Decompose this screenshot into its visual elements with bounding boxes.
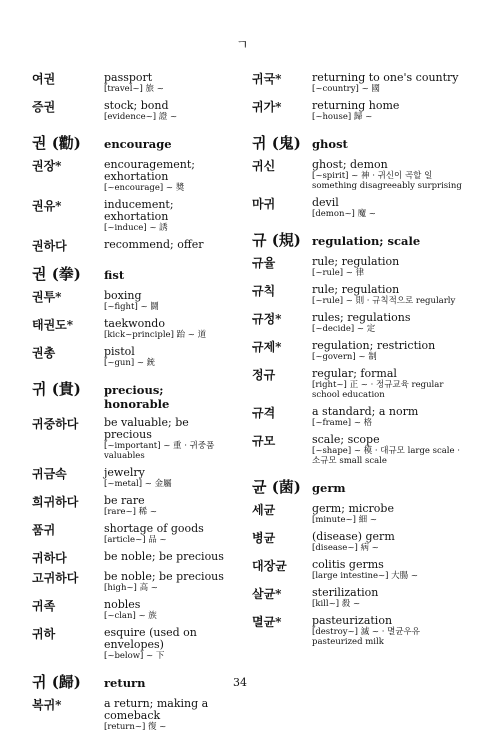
dictionary-entry (252, 503, 464, 525)
entry-definition: recommend; offer (104, 238, 204, 251)
entry-definition: rule; regulation (312, 255, 400, 268)
entry-definition-block (104, 495, 232, 517)
entry-definition: rules; regulations (312, 311, 411, 324)
dictionary-entry (252, 368, 464, 400)
entry-definition-block (104, 199, 232, 233)
heading-meaning: return (104, 676, 146, 690)
entry-definition-block (104, 627, 232, 661)
entry-etymology: [~spirit] ~ 神 · 귀신이 곡할 일 something disagreeably surprising (312, 171, 462, 191)
entry-etymology: [kill~] 殺 ~ (312, 599, 361, 609)
entry-definition: germ; microbe (312, 502, 394, 515)
entry-definition-block (312, 284, 464, 306)
dictionary-entry (32, 467, 232, 489)
entry-definition-block (312, 503, 464, 525)
heading-word: 균 (菌) (252, 478, 301, 496)
entry-etymology: [~rule] ~ 則 · 규칙적으로 regularly (312, 296, 456, 306)
dictionary-entry (32, 417, 232, 461)
entry-definition-block (104, 72, 232, 94)
entry-definition: a return; making a comeback (104, 697, 209, 722)
entry-definition: nobles (104, 598, 141, 611)
entry-definition-block (312, 615, 464, 647)
entry-definition-block (104, 698, 232, 732)
entry-definition-block (104, 417, 232, 461)
entry-word: 규격 (252, 406, 276, 420)
entry-definition-block (104, 290, 232, 312)
entry-definition: ghost; demon (312, 158, 388, 171)
dictionary-entry (32, 571, 232, 593)
entry-word: 정규 (252, 368, 276, 382)
entry-etymology: [disease~] 病 ~ (312, 543, 379, 553)
dictionary-entry (32, 698, 232, 732)
section-heading (252, 132, 464, 153)
heading-word: 귀 (貴) (32, 380, 81, 398)
entry-word: 권투* (32, 290, 62, 304)
entry-definition-block (312, 72, 464, 94)
entry-definition: pistol (104, 345, 135, 358)
dictionary-entry (252, 284, 464, 306)
entry-word: 증권 (32, 100, 56, 114)
entry-definition: returning home (312, 99, 400, 112)
dictionary-entry (252, 406, 464, 428)
entry-word: 규제* (252, 340, 282, 354)
entry-word: 고귀하다 (32, 571, 79, 585)
entry-etymology: [~metal] ~ 金屬 (104, 479, 172, 489)
entry-etymology: [~house] 歸 ~ (312, 112, 373, 122)
entry-etymology: [~important] ~ 重 · 귀중품 valuables (104, 441, 215, 461)
entry-definition-block (312, 100, 464, 122)
section-heading (32, 132, 232, 153)
entry-definition: stock; bond (104, 99, 169, 112)
section-heading (32, 263, 232, 284)
entry-definition: be noble; be precious (104, 550, 224, 563)
entry-word: 품귀 (32, 523, 56, 537)
entry-definition-block (104, 571, 232, 593)
entry-word: 귀국* (252, 72, 282, 86)
entry-word: 세균 (252, 503, 276, 517)
entry-definition-block (104, 159, 232, 193)
section-heading (252, 476, 464, 497)
entry-etymology: [~govern] ~ 制 (312, 352, 377, 362)
dictionary-entry (252, 531, 464, 553)
entry-etymology: [~country] ~ 國 (312, 84, 380, 94)
entry-word: 귀금속 (32, 467, 67, 481)
entry-definition: pasteurization (312, 614, 393, 627)
dictionary-entry (32, 318, 232, 340)
entry-word: 권장* (32, 159, 62, 173)
dictionary-entry (32, 346, 232, 368)
dictionary-entry (252, 615, 464, 647)
heading-meaning: ghost (312, 137, 348, 151)
entry-word: 귀하 (32, 627, 56, 641)
dictionary-entry (32, 290, 232, 312)
heading-meaning: encourage (104, 137, 172, 151)
dictionary-entry (32, 72, 232, 94)
dictionary-entry (252, 559, 464, 581)
heading-word: 권 (勸) (32, 134, 81, 152)
entry-definition: devil (312, 196, 339, 209)
entry-definition-block (312, 368, 464, 400)
entry-etymology: [~shape] ~ 模 · 대규모 large scale · 소규모 small scale (312, 446, 460, 466)
entry-word: 권총 (32, 346, 56, 360)
entry-definition-block (104, 599, 232, 621)
entry-definition-block (312, 587, 464, 609)
entry-definition-block (312, 531, 464, 553)
entry-definition-block (104, 100, 232, 122)
entry-definition: taekwondo (104, 317, 165, 330)
entry-word: 살균* (252, 587, 282, 601)
entry-definition: be valuable; be precious (104, 416, 189, 441)
entry-definition-block (312, 159, 464, 191)
entry-definition-block (104, 523, 232, 545)
entry-definition: regular; formal (312, 367, 397, 380)
entry-definition: a standard; a norm (312, 405, 419, 418)
dictionary-entry (252, 434, 464, 466)
entry-definition-block (104, 467, 232, 489)
entry-definition-block (312, 406, 464, 428)
dictionary-entry (32, 100, 232, 122)
entry-etymology: [demon~] 魔 ~ (312, 209, 376, 219)
dictionary-entry (32, 599, 232, 621)
entry-definition: returning to one's country (312, 71, 459, 84)
entry-word: 태권도* (32, 318, 74, 332)
entry-etymology: [rare~] 稀 ~ (104, 507, 158, 517)
dictionary-entry (32, 627, 232, 661)
entry-definition-block (312, 340, 464, 362)
section-heading (252, 229, 464, 250)
heading-meaning: fist (104, 268, 125, 282)
entry-definition: scale; scope (312, 433, 380, 446)
entry-etymology: [evidence~] 證 ~ (104, 112, 178, 122)
entry-etymology: [~fight] ~ 鬪 (104, 302, 159, 312)
entry-definition: shortage of goods (104, 522, 204, 535)
entry-definition: encouragement; exhortation (104, 158, 195, 183)
page-number: 34 (233, 676, 247, 689)
dictionary-entry (252, 159, 464, 191)
entry-etymology: [~rule] ~ 律 (312, 268, 365, 278)
entry-definition: sterilization (312, 586, 379, 599)
entry-word: 귀족 (32, 599, 56, 613)
section-letter: ㄱ (236, 38, 249, 53)
entry-word: 규모 (252, 434, 276, 448)
entry-word: 대장균 (252, 559, 287, 573)
entry-definition-block (312, 312, 464, 334)
entry-definition: boxing (104, 289, 142, 302)
entry-definition: regulation; restriction (312, 339, 436, 352)
entry-word: 권하다 (32, 239, 67, 253)
dictionary-entry (252, 587, 464, 609)
entry-definition: inducement; exhortation (104, 198, 174, 223)
entry-etymology: [~below] ~ 下 (104, 651, 165, 661)
left-column (32, 72, 232, 738)
entry-definition-block (104, 346, 232, 368)
entry-etymology: [article~] 品 ~ (104, 535, 167, 545)
entry-etymology: [minute~] 細 ~ (312, 515, 377, 525)
entry-etymology: [large intestine~] 大腸 ~ (312, 571, 418, 581)
dictionary-entry (32, 495, 232, 517)
dictionary-entry (252, 340, 464, 362)
entry-word: 귀가* (252, 100, 282, 114)
entry-etymology: [kick~principle] 跆 ~ 道 (104, 330, 207, 340)
entry-word: 규정* (252, 312, 282, 326)
entry-word: 귀신 (252, 159, 276, 173)
entry-definition: (disease) germ (312, 530, 395, 543)
entry-etymology: [travel~] 旅 ~ (104, 84, 164, 94)
entry-word: 규칙 (252, 284, 276, 298)
section-heading (32, 378, 232, 411)
entry-etymology: [~clan] ~ 族 (104, 611, 157, 621)
dictionary-entry (32, 199, 232, 233)
entry-etymology: [right~] 正 ~ · 정규교육 regular school education (312, 380, 444, 400)
entry-etymology: [~frame] ~ 格 (312, 418, 373, 428)
entry-definition: colitis germs (312, 558, 384, 571)
entry-word: 규율 (252, 256, 276, 270)
heading-meaning: regulation; scale (312, 234, 421, 248)
entry-word: 마귀 (252, 197, 276, 211)
entry-word: 복귀* (32, 698, 62, 712)
dictionary-entry (252, 197, 464, 219)
entry-definition-block (312, 197, 464, 219)
entry-etymology: [return~] 復 ~ (104, 722, 167, 732)
entry-definition-block (104, 551, 232, 563)
entry-definition: be noble; be precious (104, 570, 224, 583)
entry-etymology: [high~] 高 ~ (104, 583, 158, 593)
dictionary-entry (252, 100, 464, 122)
entry-word: 멸균* (252, 615, 282, 629)
entry-definition: be rare (104, 494, 145, 507)
entry-definition: jewelry (104, 466, 145, 479)
dictionary-entry (32, 523, 232, 545)
dictionary-entry (32, 159, 232, 193)
entry-definition-block (104, 318, 232, 340)
entry-etymology: [destroy~] 滅 ~ · 멸균우유 pasteurized milk (312, 627, 420, 647)
heading-word: 귀 (鬼) (252, 134, 301, 152)
heading-word: 귀 (歸) (32, 673, 81, 691)
entry-definition-block (312, 559, 464, 581)
dictionary-entry (252, 312, 464, 334)
entry-definition: esquire (used on envelopes) (104, 626, 197, 651)
entry-etymology: [~decide] ~ 定 (312, 324, 376, 334)
entry-word: 병균 (252, 531, 276, 545)
entry-definition-block (312, 434, 464, 466)
entry-word: 권유* (32, 199, 62, 213)
dictionary-entry (32, 551, 232, 565)
heading-word: 권 (拳) (32, 265, 81, 283)
entry-etymology: [~induce] ~ 誘 (104, 223, 168, 233)
entry-definition: rule; regulation (312, 283, 400, 296)
entry-etymology: [~encourage] ~ 奬 (104, 183, 185, 193)
entry-definition: passport (104, 71, 153, 84)
right-column (252, 72, 464, 653)
dictionary-entry (252, 256, 464, 278)
entry-etymology: [~gun] ~ 銃 (104, 358, 156, 368)
entry-word: 희귀하다 (32, 495, 79, 509)
dictionary-entry (252, 72, 464, 94)
heading-meaning: precious; honorable (104, 383, 170, 411)
entry-definition-block (312, 256, 464, 278)
entry-word: 여권 (32, 72, 56, 86)
entry-definition-block (104, 239, 232, 251)
entry-word: 귀하다 (32, 551, 67, 565)
dictionary-entry (32, 239, 232, 253)
heading-word: 규 (規) (252, 231, 301, 249)
heading-meaning: germ (312, 481, 346, 495)
entry-word: 귀중하다 (32, 417, 79, 431)
